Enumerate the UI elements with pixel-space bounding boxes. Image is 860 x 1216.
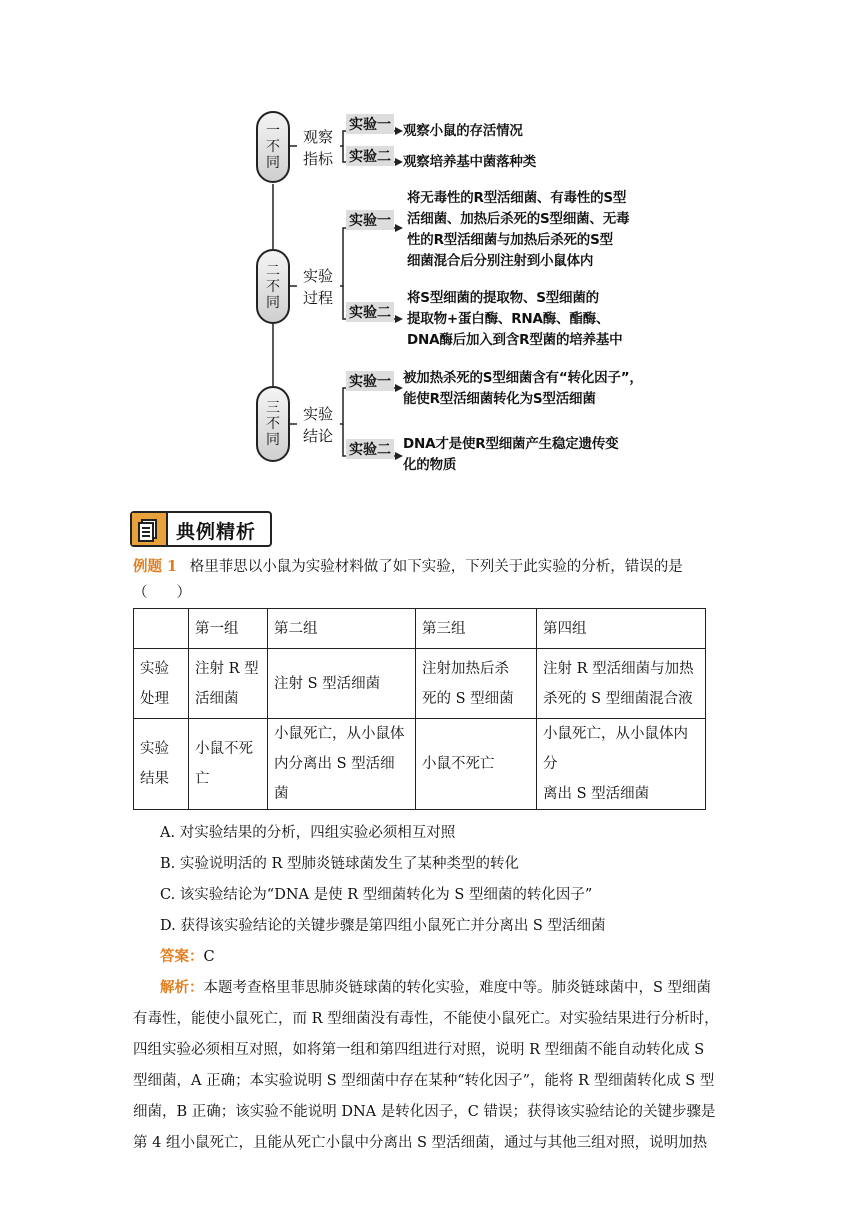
experiment-tag: 实验一 [346, 371, 394, 391]
oval-char: 同 [266, 294, 280, 311]
oval-char: 三 [266, 400, 280, 416]
branch-text-line: 细菌混合后分别注射到小鼠体内 [407, 253, 594, 269]
branch-text-block [403, 368, 643, 410]
branch-text-line: 被加热杀死的S型细菌含有“转化因子”， [403, 370, 643, 386]
oval-char: 二 [266, 262, 280, 279]
table-cell: 小鼠死亡，从小鼠体内分 离出 S 型活细菌 [537, 719, 706, 810]
branch-text: 观察小鼠的存活情况 [403, 123, 523, 139]
label-line: 指标 [302, 150, 333, 168]
group-oval-3 [256, 386, 290, 462]
answer-value: C [203, 949, 215, 965]
option-c: C. 该实验结论为“DNA 是使 R 型细菌转化为 S 型细菌的转化因子” [160, 887, 593, 903]
experiment-tag: 实验一 [346, 114, 394, 134]
question-stem [133, 552, 733, 582]
analysis-text: 本题考查格里菲思肺炎链球菌的转化实验，难度中等。肺炎链球菌中，S 型细菌 [203, 980, 712, 996]
branch-text-line: DNA才是使R型细菌产生稳定遗传变 [403, 436, 619, 452]
branch-text-line: 能使R型活细菌转化为S型活细菌 [403, 391, 596, 407]
table-cell: 小鼠死亡，从小鼠体 内分离出 S 型活细菌 [268, 719, 416, 810]
analysis-line: 第 4 组小鼠死亡，且能从死亡小鼠中分离出 S 型活细菌，通过与其他三组对照，说明加热 [133, 1135, 708, 1151]
section-title: 典例精析 [176, 521, 257, 543]
group-label-1 [296, 126, 340, 170]
table-cell: 小鼠不死亡 [416, 719, 537, 810]
branch-text-line: 化的物质 [403, 457, 457, 473]
oval-char: 同 [266, 155, 280, 171]
oval-char: 一 [266, 123, 280, 139]
table-cell: 注射 R 型 活细菌 [189, 649, 268, 719]
analysis-line: 细菌，B 正确；该实验不能说明 DNA 是转化因子，C 错误；获得该实验结论的关键步骤是 [133, 1104, 716, 1120]
branch-text-line: 提取物+蛋白酶、RNA酶、酯酶、 [407, 311, 610, 327]
branch-text-block [407, 188, 629, 272]
group-oval-1 [256, 111, 290, 183]
option-a: A. 对实验结果的分析，四组实验必须相互对照 [160, 825, 456, 841]
experiment-tag: 实验一 [346, 210, 394, 230]
experiment-tag: 实验二 [346, 439, 394, 459]
table-header-cell: 第三组 [416, 609, 537, 649]
branch-text: 观察培养基中菌落种类 [403, 154, 536, 170]
question-label: 例题 1 [133, 558, 178, 575]
answer-line [160, 942, 215, 972]
experiment-tag: 实验二 [346, 146, 394, 166]
branch-text-block [403, 434, 618, 476]
document-icon [132, 513, 168, 545]
branch-text-line: DNA酶后加入到含R型菌的培养基中 [407, 332, 623, 348]
oval-char: 同 [266, 432, 280, 448]
table-header-cell: 第二组 [268, 609, 416, 649]
label-line: 实验 [302, 405, 333, 423]
analysis-line: 四组实验必须相互对照，如将第一组和第四组进行对照，说明 R 型细菌不能自动转化成 S [133, 1042, 705, 1058]
analysis-line [160, 973, 711, 1003]
analysis-line: 有毒性，能使小鼠死亡，而 R 型细菌没有毒性，不能使小鼠死亡。对实验结果进行分析时， [133, 1011, 719, 1027]
question-text: 格里菲思以小鼠为实验材料做了如下实验，下列关于此实验的分析，错误的是 [189, 559, 683, 575]
group-label-2 [296, 265, 340, 309]
label-line: 观察 [302, 128, 333, 146]
option-b: B. 实验说明活的 R 型肺炎链球菌发生了某种类型的转化 [160, 856, 520, 872]
oval-char: 不 [266, 139, 280, 155]
analysis-line: 型细菌，A 正确；本实验说明 S 型细菌中存在某种“转化因子”，能将 R 型细菌转化成 S 型 [133, 1073, 715, 1089]
table-row [134, 719, 706, 810]
branch-text-line: 将无毒性的R型活细菌、有毒性的S型 [407, 190, 627, 206]
row-head: 实验 结果 [134, 719, 189, 810]
analysis-label: 解析： [160, 979, 204, 996]
experiment-table [133, 608, 706, 810]
experiment-tag: 实验二 [346, 302, 394, 322]
oval-char: 不 [266, 278, 280, 295]
table-header-cell [134, 609, 189, 649]
label-line: 过程 [302, 289, 333, 307]
group-oval-2 [256, 249, 290, 324]
answer-blank: （ ） [133, 585, 191, 601]
answer-label: 答案： [160, 948, 204, 965]
table-header-cell: 第一组 [189, 609, 268, 649]
label-line: 实验 [302, 267, 333, 285]
branch-text-line: 将S型细菌的提取物、S型细菌的 [407, 290, 599, 306]
table-row [134, 649, 706, 719]
table-cell: 注射 R 型活细菌与加热 杀死的 S 型细菌混合液 [537, 649, 706, 719]
table-cell: 注射加热后杀 死的 S 型细菌 [416, 649, 537, 719]
branch-text-block [407, 288, 622, 351]
row-head: 实验 处理 [134, 649, 189, 719]
table-header-row [134, 609, 706, 649]
concept-diagram [250, 106, 670, 481]
table-cell: 小鼠不死 亡 [189, 719, 268, 810]
branch-text-line: 活细菌、加热后杀死的S型细菌、无毒 [407, 211, 630, 227]
table-header-cell: 第四组 [537, 609, 706, 649]
option-d: D. 获得该实验结论的关键步骤是第四组小鼠死亡并分离出 S 型活细菌 [160, 918, 606, 934]
table-cell: 注射 S 型活细菌 [268, 649, 416, 719]
label-line: 结论 [302, 427, 333, 445]
section-banner [130, 511, 272, 547]
oval-char: 不 [266, 416, 280, 432]
group-label-3 [296, 403, 340, 447]
branch-text-line: 性的R型活细菌与加热后杀死的S型 [407, 232, 613, 248]
